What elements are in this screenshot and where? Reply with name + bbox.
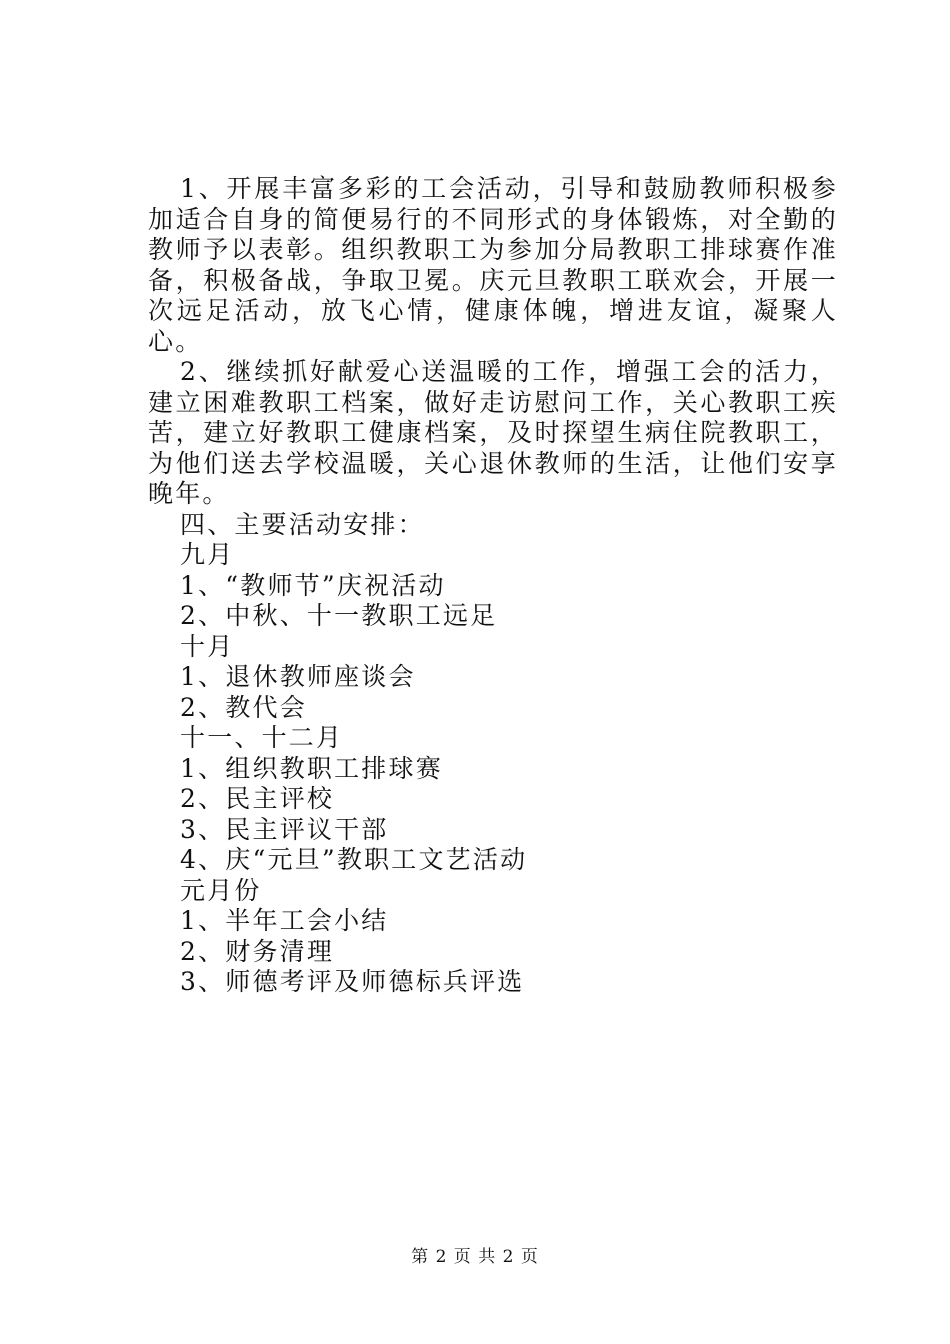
month-heading-october: 十月 xyxy=(180,631,235,661)
month-heading-nov-dec: 十一、十二月 xyxy=(180,723,344,752)
list-item: 2、中秋、十一教职工远足 xyxy=(180,601,498,630)
section-heading: 四、主要活动安排： xyxy=(180,509,425,539)
list-item: 3、民主评议干部 xyxy=(180,814,389,844)
list-item: 1、退休教师座谈会 xyxy=(180,662,416,691)
paragraph-2: 2、继续抓好献爱心送温暖的工作，增强工会的活力，建立困难教职工档案，做好走访慰问工作，关心教职工疾苦，建立好教职工健康档案，及时探望生病住院教职工，为他们送去学校温暖，关心退休教师的生活，让他们安享晚年。 xyxy=(148,357,838,508)
list-item: 2、教代会 xyxy=(180,692,307,722)
document-body xyxy=(148,174,838,998)
month-heading-january: 元月份 xyxy=(180,875,262,905)
list-item: 3、师德考评及师德标兵评选 xyxy=(180,967,525,996)
list-item: 1、“教师节”庆祝活动 xyxy=(180,570,446,600)
list-item: 1、半年工会小结 xyxy=(180,906,389,935)
list-item: 1、组织教职工排球赛 xyxy=(180,753,443,783)
list-item: 4、庆“元旦”教职工文艺活动 xyxy=(180,845,528,874)
paragraph-1: 1、开展丰富多彩的工会活动，引导和鼓励教师积极参加适合自身的简便易行的不同形式的身体锻炼，对全勤的教师予以表彰。组织教职工为参加分局教职工排球赛作准备，积极备战，争取卫冕。庆元旦教职工联欢会，开展一次远足活动，放飞心情，健康体魄，增进友谊，凝聚人心。 xyxy=(148,174,838,356)
list-item: 2、民主评校 xyxy=(180,784,335,813)
page-footer: 第 2 页 共 2 页 xyxy=(411,1247,539,1267)
list-item: 2、财务清理 xyxy=(180,936,335,966)
month-heading-september: 九月 xyxy=(180,540,235,569)
